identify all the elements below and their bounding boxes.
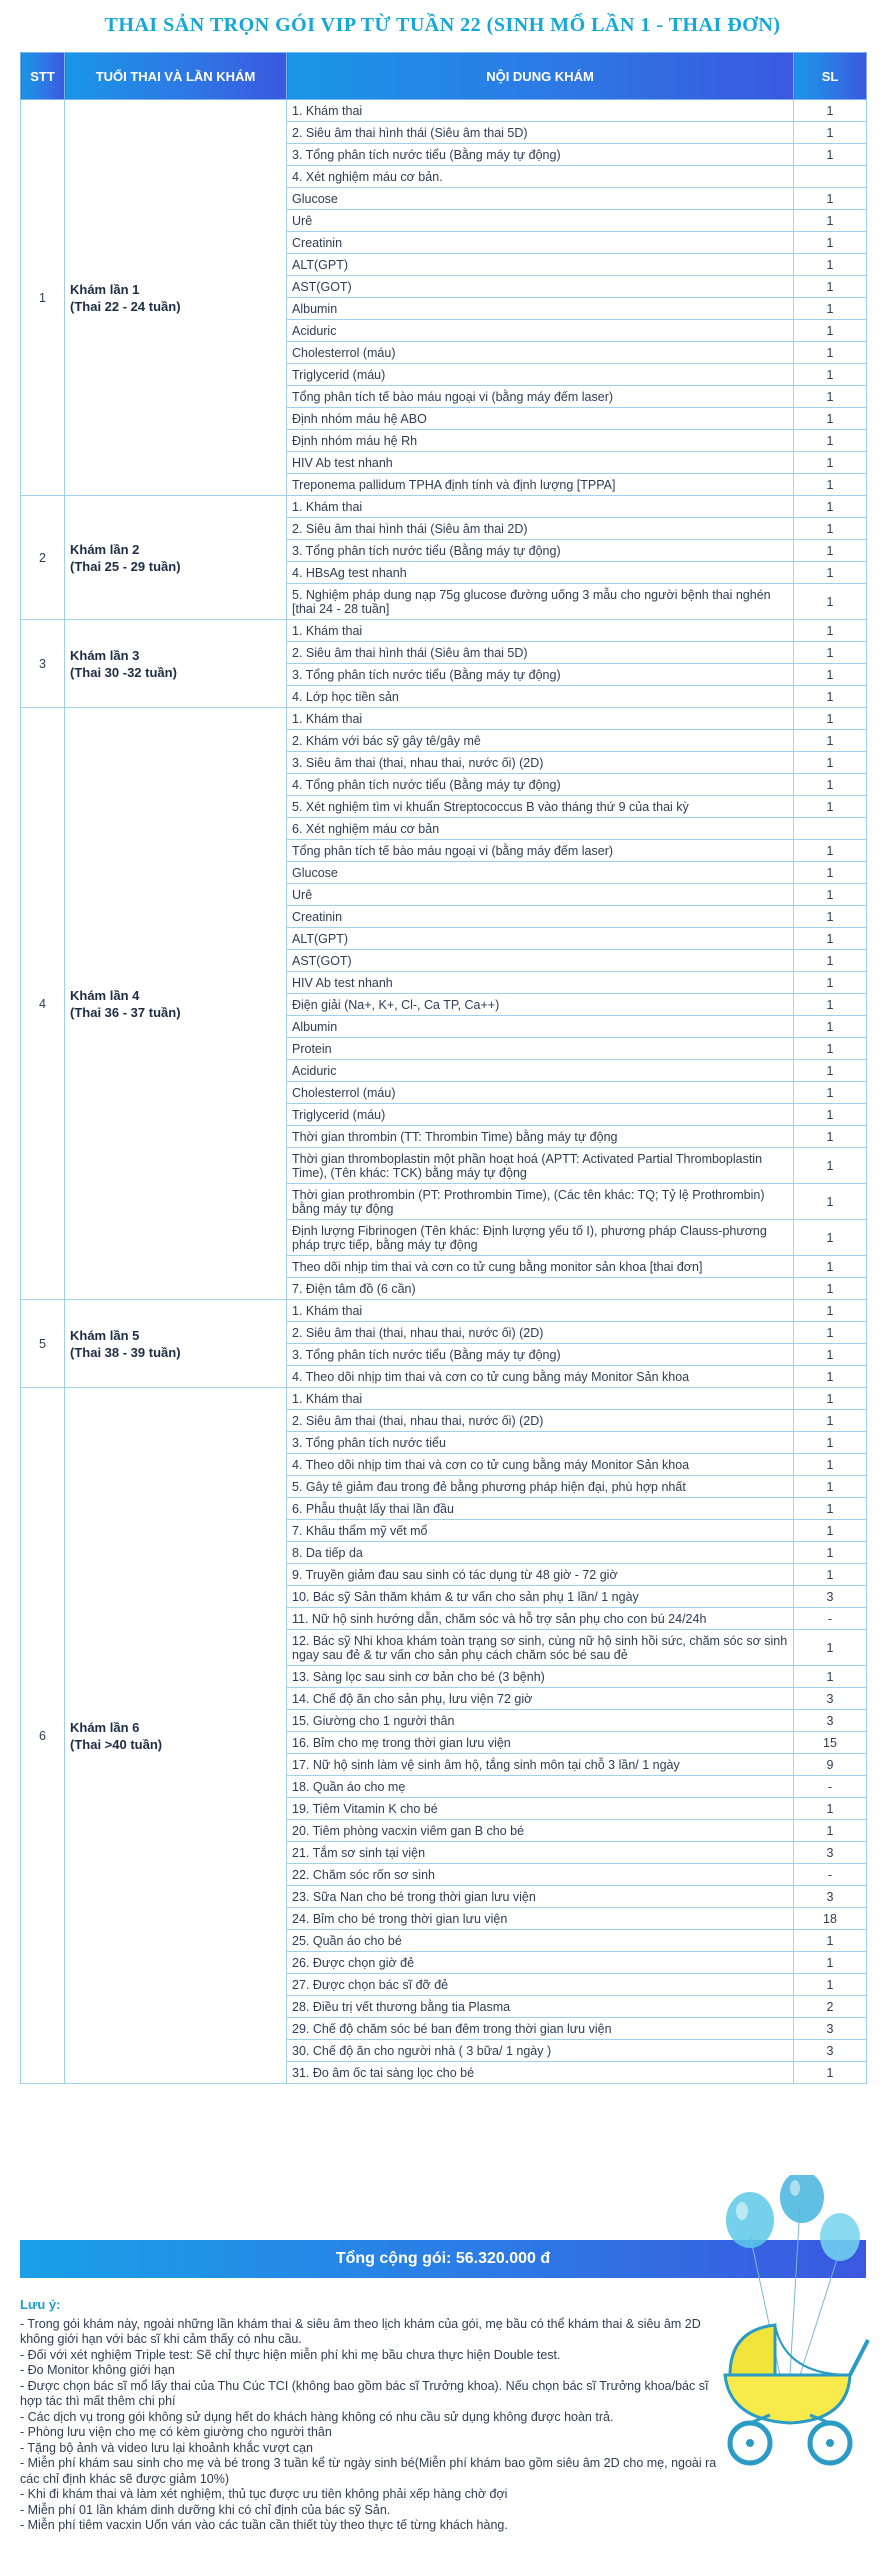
service-item: Thời gian thrombin (TT: Thrombin Time) bằng máy tự động xyxy=(287,1126,794,1148)
service-item: 9. Truyền giảm đau sau sinh có tác dụng từ 48 giờ - 72 giờ xyxy=(287,1564,794,1586)
service-quantity: - xyxy=(794,1864,867,1886)
service-quantity: 1 xyxy=(794,298,867,320)
package-total: Tổng cộng gói: 56.320.000 đ xyxy=(20,2240,866,2278)
service-quantity: 1 xyxy=(794,474,867,496)
service-quantity: 1 xyxy=(794,1820,867,1842)
service-item: Tổng phân tích tế bào máu ngoại vi (bằng máy đếm laser) xyxy=(287,386,794,408)
service-quantity: 3 xyxy=(794,1886,867,1908)
service-quantity: 1 xyxy=(794,496,867,518)
service-item: Aciduric xyxy=(287,320,794,342)
service-quantity: 1 xyxy=(794,840,867,862)
service-quantity: 1 xyxy=(794,972,867,994)
service-quantity: - xyxy=(794,1608,867,1630)
service-item: 3. Tổng phân tích nước tiểu (Bằng máy tự động) xyxy=(287,540,794,562)
service-item: 23. Sữa Nan cho bé trong thời gian lưu viện xyxy=(287,1886,794,1908)
service-item: Định nhóm máu hệ ABO xyxy=(287,408,794,430)
service-quantity: 1 xyxy=(794,1974,867,1996)
service-item: Điện giải (Na+, K+, Cl-, Ca TP, Ca++) xyxy=(287,994,794,1016)
visit-label xyxy=(65,1300,287,1388)
service-item: 16. Bỉm cho mẹ trong thời gian lưu viện xyxy=(287,1732,794,1754)
service-item: 2. Siêu âm thai (thai, nhau thai, nước ối) (2D) xyxy=(287,1322,794,1344)
service-item: Tổng phân tích tế bào máu ngoại vi (bằng máy đếm laser) xyxy=(287,840,794,862)
notes-section xyxy=(20,2297,720,2534)
service-quantity: 1 xyxy=(794,1564,867,1586)
service-item: 4. Lớp học tiền sản xyxy=(287,686,794,708)
service-quantity: 1 xyxy=(794,386,867,408)
table-header-row xyxy=(21,53,867,100)
service-item: 2. Khám với bác sỹ gây tê/gây mê xyxy=(287,730,794,752)
note-line: - Khi đi khám thai và làm xét nghiệm, thủ tục được ưu tiên không phải xếp hàng chờ đợi xyxy=(20,2487,508,2501)
service-item: 3. Tổng phân tích nước tiểu (Bằng máy tự động) xyxy=(287,144,794,166)
service-item: Urê xyxy=(287,884,794,906)
service-quantity: 1 xyxy=(794,1542,867,1564)
service-quantity: 1 xyxy=(794,994,867,1016)
header-qty: SL xyxy=(794,53,867,100)
service-quantity: 1 xyxy=(794,1798,867,1820)
notes-title: Lưu ý: xyxy=(20,2297,61,2312)
service-quantity: 1 xyxy=(794,1432,867,1454)
service-item: AST(GOT) xyxy=(287,276,794,298)
header-content: NỘI DUNG KHÁM xyxy=(287,53,794,100)
service-quantity: 1 xyxy=(794,540,867,562)
note-line: - Miễn phí 01 lần khám dinh dưỡng khi có chỉ định của bác sỹ Sản. xyxy=(20,2502,391,2517)
service-quantity: 1 xyxy=(794,1952,867,1974)
service-item: 1. Khám thai xyxy=(287,620,794,642)
service-item: ALT(GPT) xyxy=(287,254,794,276)
service-quantity: 1 xyxy=(794,408,867,430)
service-quantity xyxy=(794,818,867,840)
service-item: 20. Tiêm phòng vacxin viêm gan B cho bé xyxy=(287,1820,794,1842)
table-row xyxy=(21,620,867,642)
visit-name: Khám lần 5 xyxy=(70,1328,140,1343)
service-item: 27. Được chọn bác sĩ đỡ đẻ xyxy=(287,1974,794,1996)
visit-name: Khám lần 6 xyxy=(70,1720,140,1735)
service-quantity: - xyxy=(794,1776,867,1798)
service-quantity: 1 xyxy=(794,1184,867,1220)
service-quantity: 1 xyxy=(794,1344,867,1366)
service-quantity: 1 xyxy=(794,686,867,708)
service-item: Urê xyxy=(287,210,794,232)
service-quantity: 1 xyxy=(794,1366,867,1388)
service-item: Aciduric xyxy=(287,1060,794,1082)
service-quantity: 1 xyxy=(794,1454,867,1476)
service-quantity: 1 xyxy=(794,276,867,298)
service-item: Theo dõi nhịp tim thai và cơn co tử cung bằng monitor sản khoa [thai đơn] xyxy=(287,1256,794,1278)
service-quantity: 1 xyxy=(794,1278,867,1300)
service-quantity: 1 xyxy=(794,642,867,664)
service-item: 2. Siêu âm thai hình thái (Siêu âm thai 5D) xyxy=(287,642,794,664)
service-quantity: 1 xyxy=(794,364,867,386)
note-line: - Các dịch vụ trong gói không sử dụng hết do khách hàng không có nhu cầu sử dụng không được hoàn trả. xyxy=(20,2409,614,2424)
service-quantity: 1 xyxy=(794,1104,867,1126)
visit-number: 5 xyxy=(21,1300,65,1388)
service-quantity: 1 xyxy=(794,1038,867,1060)
service-quantity: 1 xyxy=(794,562,867,584)
service-quantity: 1 xyxy=(794,100,867,122)
service-quantity: 1 xyxy=(794,862,867,884)
service-item: 5. Nghiệm pháp dung nạp 75g glucose đường uống 3 mẫu cho người bệnh thai nghén [thai 24 - 28 tuần] xyxy=(287,584,794,620)
visit-weeks: (Thai 30 -32 tuần) xyxy=(70,665,177,680)
notes-list xyxy=(20,2317,720,2534)
header-stt: STT xyxy=(21,53,65,100)
service-quantity: 1 xyxy=(794,1388,867,1410)
service-quantity: 1 xyxy=(794,1520,867,1542)
service-item: 18. Quần áo cho mẹ xyxy=(287,1776,794,1798)
service-item: HIV Ab test nhanh xyxy=(287,972,794,994)
service-item: 13. Sàng lọc sau sinh cơ bản cho bé (3 bệnh) xyxy=(287,1666,794,1688)
service-quantity: 1 xyxy=(794,774,867,796)
service-quantity: 1 xyxy=(794,1220,867,1256)
service-item: 17. Nữ hộ sinh làm vệ sinh âm hộ, tắng sinh môn tại chỗ 3 lần/ 1 ngày xyxy=(287,1754,794,1776)
visit-label xyxy=(65,1388,287,2084)
visit-name: Khám lần 4 xyxy=(70,988,140,1003)
service-item: 30. Chế độ ăn cho người nhà ( 3 bữa/ 1 ngày ) xyxy=(287,2040,794,2062)
header-visit: TUỔI THAI VÀ LẦN KHÁM xyxy=(65,53,287,100)
service-item: Creatinin xyxy=(287,906,794,928)
service-quantity: 1 xyxy=(794,1256,867,1278)
service-quantity: 1 xyxy=(794,1498,867,1520)
service-item: 10. Bác sỹ Sản thăm khám & tư vấn cho sản phụ 1 lần/ 1 ngày xyxy=(287,1586,794,1608)
service-quantity: 1 xyxy=(794,144,867,166)
service-quantity: 1 xyxy=(794,1060,867,1082)
service-quantity: 1 xyxy=(794,1148,867,1184)
service-quantity: 18 xyxy=(794,1908,867,1930)
service-item: 1. Khám thai xyxy=(287,100,794,122)
note-line: - Miễn phí khám sau sinh cho mẹ và bé trong 3 tuần kể từ ngày sinh bé(Miễn phí khám bao gồm siêu âm 2D cho mẹ, ngoài ra các chỉ định khác sẽ được giảm 10%) xyxy=(20,2456,717,2486)
page-title: THAI SẢN TRỌN GÓI VIP TỪ TUẦN 22 (SINH MỔ LẦN 1 - THAI ĐƠN) xyxy=(104,14,781,36)
service-item: 31. Đo âm ốc tai sàng lọc cho bé xyxy=(287,2062,794,2084)
service-quantity: 1 xyxy=(794,1930,867,1952)
service-quantity: 3 xyxy=(794,2018,867,2040)
service-item: 14. Chế độ ăn cho sản phụ, lưu viện 72 giờ xyxy=(287,1688,794,1710)
visit-weeks: (Thai 36 - 37 tuần) xyxy=(70,1005,181,1020)
service-quantity: 3 xyxy=(794,1586,867,1608)
service-item: 3. Tổng phân tích nước tiểu (Bằng máy tự động) xyxy=(287,1344,794,1366)
service-quantity: 1 xyxy=(794,122,867,144)
service-item: 7. Điện tâm đồ (6 cần) xyxy=(287,1278,794,1300)
service-item: 11. Nữ hộ sinh hướng dẫn, chăm sóc và hỗ trợ sản phụ cho con bú 24/24h xyxy=(287,1608,794,1630)
service-quantity: 1 xyxy=(794,430,867,452)
service-item: Albumin xyxy=(287,298,794,320)
service-quantity: 1 xyxy=(794,620,867,642)
service-item: 22. Chăm sóc rốn sơ sinh xyxy=(287,1864,794,1886)
visit-label xyxy=(65,100,287,496)
visit-name: Khám lần 3 xyxy=(70,648,140,663)
service-item: 29. Chế độ chăm sóc bé ban đêm trong thời gian lưu viện xyxy=(287,2018,794,2040)
service-quantity: 1 xyxy=(794,1126,867,1148)
note-line: - Được chọn bác sĩ mổ lấy thai của Thu Cúc TCI (không bao gồm bác sĩ Trưởng khoa). Nếu chọn bác sĩ Trưởng khoa/bác sĩ hợp tác thì mất thêm chi phí xyxy=(20,2378,709,2408)
service-quantity: 1 xyxy=(794,752,867,774)
service-quantity: 3 xyxy=(794,2040,867,2062)
service-item: 5. Gây tê giảm đau trong đẻ bằng phương pháp hiện đại, phù hợp nhất xyxy=(287,1476,794,1498)
service-item: Định lượng Fibrinogen (Tên khác: Định lượng yếu tố I), phương pháp Clauss-phương pháp trực tiếp, bằng máy tự động xyxy=(287,1220,794,1256)
service-quantity: 1 xyxy=(794,730,867,752)
note-line: - Tặng bộ ảnh và video lưu lại khoảnh khắc vượt cạn xyxy=(20,2440,313,2455)
service-quantity: 1 xyxy=(794,210,867,232)
service-item: 2. Siêu âm thai (thai, nhau thai, nước ối) (2D) xyxy=(287,1410,794,1432)
visit-name: Khám lần 1 xyxy=(70,282,140,297)
service-item: 25. Quần áo cho bé xyxy=(287,1930,794,1952)
service-item: 8. Da tiếp da xyxy=(287,1542,794,1564)
service-quantity: 2 xyxy=(794,1996,867,2018)
service-quantity: 1 xyxy=(794,884,867,906)
table-row xyxy=(21,1300,867,1322)
service-item: Thời gian thromboplastin một phần hoạt hoá (APTT: Activated Partial Thromboplastin Time), (Tên khác: TCK) bằng máy tự động xyxy=(287,1148,794,1184)
service-item: 4. HBsAg test nhanh xyxy=(287,562,794,584)
visit-name: Khám lần 2 xyxy=(70,542,140,557)
service-item: Cholesterrol (máu) xyxy=(287,342,794,364)
service-quantity: 1 xyxy=(794,796,867,818)
visit-weeks: (Thai >40 tuần) xyxy=(70,1737,163,1752)
service-quantity: 1 xyxy=(794,950,867,972)
service-quantity: 1 xyxy=(794,2062,867,2084)
service-item: 4. Tổng phân tích nước tiểu (Bằng máy tự động) xyxy=(287,774,794,796)
service-quantity: 3 xyxy=(794,1710,867,1732)
table-row xyxy=(21,1388,867,1410)
service-item: 28. Điều trị vết thương bằng tia Plasma xyxy=(287,1996,794,2018)
note-line: - Đo Monitor không giới hạn xyxy=(20,2363,175,2377)
service-item: 2. Siêu âm thai hình thái (Siêu âm thai 2D) xyxy=(287,518,794,540)
service-item: 7. Khâu thẩm mỹ vết mổ xyxy=(287,1520,794,1542)
service-quantity: 1 xyxy=(794,1082,867,1104)
service-quantity: 1 xyxy=(794,1476,867,1498)
service-item: 26. Được chọn giờ đẻ xyxy=(287,1952,794,1974)
service-item: 1. Khám thai xyxy=(287,1300,794,1322)
service-item: Protein xyxy=(287,1038,794,1060)
service-item: ALT(GPT) xyxy=(287,928,794,950)
table-row xyxy=(21,496,867,518)
service-quantity: 1 xyxy=(794,664,867,686)
service-item: AST(GOT) xyxy=(287,950,794,972)
service-item: 6. Xét nghiệm máu cơ bản xyxy=(287,818,794,840)
service-item: 19. Tiêm Vitamin K cho bé xyxy=(287,1798,794,1820)
service-item: Treponema pallidum TPHA định tính và định lượng [TPPA] xyxy=(287,474,794,496)
visit-number: 3 xyxy=(21,620,65,708)
visit-label xyxy=(65,496,287,620)
service-item: 4. Xét nghiệm máu cơ bản. xyxy=(287,166,794,188)
service-item: 3. Tổng phân tích nước tiểu xyxy=(287,1432,794,1454)
service-item: Định nhóm máu hệ Rh xyxy=(287,430,794,452)
service-item: Glucose xyxy=(287,188,794,210)
service-item: 6. Phẫu thuật lấy thai lần đầu xyxy=(287,1498,794,1520)
service-quantity: 1 xyxy=(794,1410,867,1432)
visit-label xyxy=(65,708,287,1300)
table-row xyxy=(21,100,867,122)
note-line: - Phòng lưu viện cho mẹ có kèm giường cho người thân xyxy=(20,2425,332,2439)
service-quantity: 1 xyxy=(794,1016,867,1038)
visit-number: 6 xyxy=(21,1388,65,2084)
service-quantity: 1 xyxy=(794,342,867,364)
service-item: 4. Theo dõi nhịp tim thai và cơn co tử cung bằng máy Monitor Sản khoa xyxy=(287,1366,794,1388)
service-item: 5. Xét nghiệm tìm vi khuẩn Streptococcus B vào tháng thứ 9 của thai kỳ xyxy=(287,796,794,818)
service-item: 12. Bác sỹ Nhi khoa khám toàn trạng sơ sinh, cùng nữ hộ sinh hồi sức, chăm sóc sơ sinh ngay sau đẻ & tư vấn cho sản phụ cách chăm sóc bé sau đẻ xyxy=(287,1630,794,1666)
visit-label xyxy=(65,620,287,708)
service-item: Triglycerid (máu) xyxy=(287,364,794,386)
service-item: 4. Theo dõi nhịp tim thai và cơn co tử cung bằng máy Monitor Sản khoa xyxy=(287,1454,794,1476)
service-item: 3. Tổng phân tích nước tiểu (Bằng máy tự động) xyxy=(287,664,794,686)
service-item: Glucose xyxy=(287,862,794,884)
service-quantity: 9 xyxy=(794,1754,867,1776)
service-quantity: 1 xyxy=(794,518,867,540)
service-quantity: 1 xyxy=(794,928,867,950)
baby-pram-with-balloons-icon xyxy=(690,2175,880,2475)
service-quantity: 1 xyxy=(794,320,867,342)
service-quantity: 1 xyxy=(794,1300,867,1322)
visit-number: 1 xyxy=(21,100,65,496)
service-item: 1. Khám thai xyxy=(287,496,794,518)
visit-number: 4 xyxy=(21,708,65,1300)
service-quantity: 1 xyxy=(794,584,867,620)
service-quantity: 1 xyxy=(794,1322,867,1344)
service-item: 1. Khám thai xyxy=(287,1388,794,1410)
service-quantity: 1 xyxy=(794,188,867,210)
note-line: - Đối với xét nghiệm Triple test: Sẽ chỉ thực hiện miễn phí khi mẹ bầu chưa thực hiện Double test. xyxy=(20,2347,561,2362)
service-quantity: 1 xyxy=(794,254,867,276)
service-quantity xyxy=(794,166,867,188)
service-item: 3. Siêu âm thai (thai, nhau thai, nước ối) (2D) xyxy=(287,752,794,774)
service-item: 24. Bỉm cho bé trong thời gian lưu viện xyxy=(287,1908,794,1930)
service-quantity: 1 xyxy=(794,452,867,474)
service-item: 15. Giường cho 1 người thân xyxy=(287,1710,794,1732)
service-quantity: 1 xyxy=(794,1630,867,1666)
note-line: - Trong gói khám này, ngoài những lần khám thai & siêu âm theo lịch khám của gói, mẹ bầu có thể khám thai & siêu âm 2D không giới hạn với bác sĩ khi cảm thấy có nhu cầu. xyxy=(20,2316,701,2346)
visit-weeks: (Thai 25 - 29 tuần) xyxy=(70,559,181,574)
visit-number: 2 xyxy=(21,496,65,620)
service-quantity: 1 xyxy=(794,1666,867,1688)
service-item: HIV Ab test nhanh xyxy=(287,452,794,474)
visit-weeks: (Thai 22 - 24 tuần) xyxy=(70,299,181,314)
service-item: Creatinin xyxy=(287,232,794,254)
service-quantity: 3 xyxy=(794,1688,867,1710)
package-table xyxy=(20,52,867,2084)
service-quantity: 1 xyxy=(794,232,867,254)
service-quantity: 1 xyxy=(794,906,867,928)
service-item: 1. Khám thai xyxy=(287,708,794,730)
visit-weeks: (Thai 38 - 39 tuần) xyxy=(70,1345,181,1360)
service-item: Triglycerid (máu) xyxy=(287,1104,794,1126)
service-quantity: 1 xyxy=(794,708,867,730)
service-quantity: 15 xyxy=(794,1732,867,1754)
service-item: Thời gian prothrombin (PT: Prothrombin Time), (Các tên khác: TQ; Tỷ lệ Prothrombin) bằng máy tự động xyxy=(287,1184,794,1220)
service-item: 2. Siêu âm thai hình thái (Siêu âm thai 5D) xyxy=(287,122,794,144)
service-quantity: 3 xyxy=(794,1842,867,1864)
note-line: - Miễn phí tiêm vacxin Uốn ván vào các tuần cần thiết tùy theo thực tế từng khách hàng. xyxy=(20,2518,508,2532)
service-item: 21. Tắm sơ sinh tại viện xyxy=(287,1842,794,1864)
service-item: Cholesterrol (máu) xyxy=(287,1082,794,1104)
table-row xyxy=(21,708,867,730)
service-item: Albumin xyxy=(287,1016,794,1038)
